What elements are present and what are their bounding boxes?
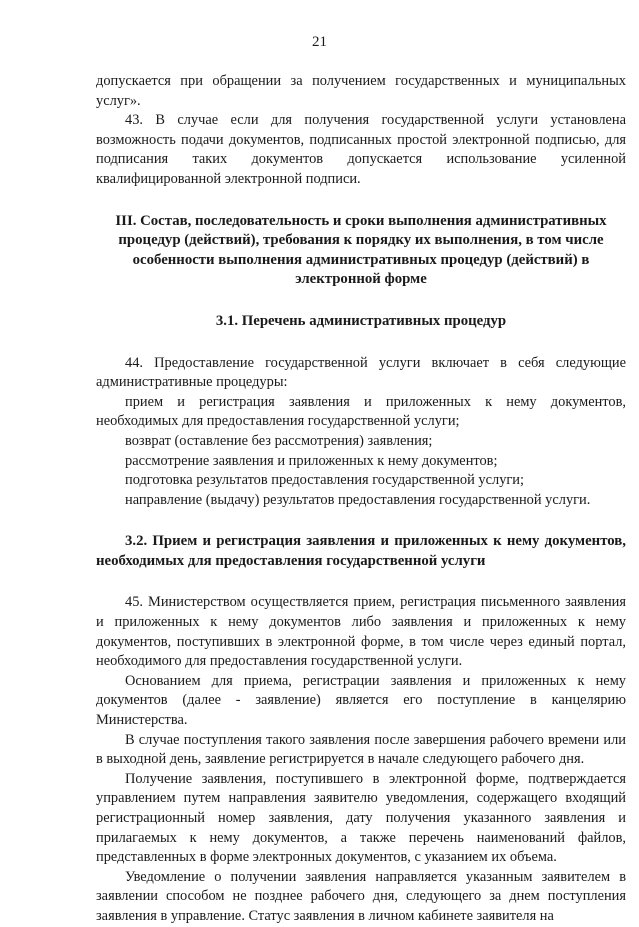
paragraph: Основанием для приема, регистрации заявления и приложенных к нему документов (далее - заявление) является его поступление в канцелярию Министерства.: [96, 672, 626, 729]
list-item-procedure: рассмотрение заявления и приложенных к нему документов;: [125, 452, 498, 469]
document-body: [96, 72, 626, 927]
list-item-procedure: прием и регистрация заявления и приложенных к нему документов, необходимых для предоставления государственной услуги;: [96, 393, 626, 430]
paragraph-45: 45. Министерством осуществляется прием, регистрация письменного заявления и приложенных к нему документов либо заявления и приложенных к нему документов, поступивших в электронной форме, в том числе через единый портал, необходимого для предоставления государственной услуги.: [96, 594, 626, 670]
section-3-heading: III. Состав, последовательность и сроки выполнения административных процедур (действий), требования к порядку их выполнения, в том числе особенности выполнения административных процедур (действий) в электронной форме: [115, 212, 607, 288]
paragraph-continuation: допускается при обращении за получением государственных и муниципальных услуг».: [96, 73, 626, 109]
list-item-procedure: возврат (оставление без рассмотрения) заявления;: [125, 432, 433, 449]
subsection-3-1-heading: 3.1. Перечень административных процедур: [215, 312, 507, 329]
list-item-procedure: направление (выдачу) результатов предоставления государственной услуги.: [125, 491, 591, 508]
paragraph-43: 43. В случае если для получения государственной услуги установлена возможность подачи документов, подписанных простой электронной подписью, для подписания таких документов допускается использование усиленной квалифицированной электронной подписи.: [96, 112, 626, 187]
paragraph: Получение заявления, поступившего в электронной форме, подтверждается управлением путем направления заявителю уведомления, содержащего входящий регистрационный номер заявления, дату получения указанного заявления и прилагаемых к нему документов, а также перечень наименований файлов, представленных в форме электронных документов, с указанием их объема.: [96, 770, 626, 866]
subsection-3-2-heading: 3.2. Прием и регистрация заявления и приложенных к нему документов, необходимых для предоставления государственной услуги: [96, 533, 626, 569]
paragraph-44: 44. Предоставление государственной услуги включает в себя следующие административные процедуры:: [96, 354, 626, 391]
paragraph: Уведомление о получении заявления направляется указанным заявителем в заявлении способом не позднее рабочего дня, следующего за днем поступления заявления в управление. Статус заявления в личном кабинете заявителя на: [96, 868, 626, 924]
paragraph: В случае поступления такого заявления после завершения рабочего времени или в выходной день, заявление регистрируется в начале следующего рабочего дня.: [96, 731, 626, 768]
page-number: 21: [312, 34, 327, 50]
list-item-procedure: подготовка результатов предоставления государственной услуги;: [125, 472, 524, 489]
